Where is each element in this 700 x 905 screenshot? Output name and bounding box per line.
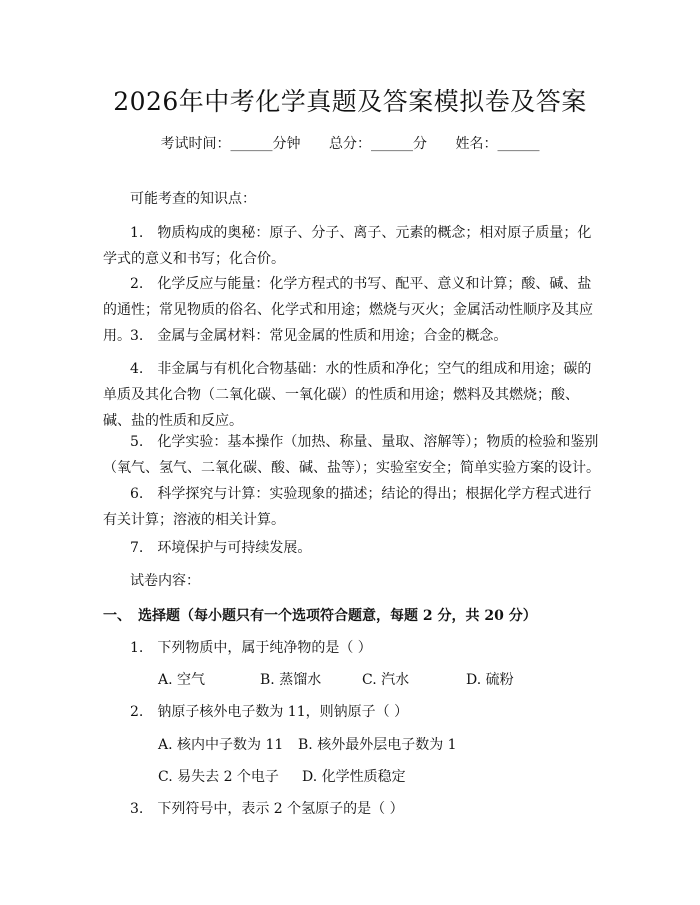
knowledge-point-5: 5. 化学实验：基本操作（加热、称量、量取、溶解等）；物质的检验和鉴别（氧气、氢气、二氧化碳、酸、碱、盐等）；实验室安全；简单实验方案的设计。 [103,434,600,476]
question-1-option-c: C. 汽水 [362,672,410,688]
question-1: 1. 下列物质中，属于纯净物的是（ ） [130,640,372,656]
exam-total-score: 总分：______分 [329,136,427,152]
section-1-heading: 一、 选择题（每小题只有一个选项符合题意，每题 2 分，共 20 分） [103,608,537,624]
page-title: 2026年中考化学真题及答案模拟卷及答案 [113,87,587,116]
knowledge-point-6: 6. 科学探究与计算：实验现象的描述；结论的得出；根据化学方程式进行有关计算；溶液的相关计算。 [103,486,592,528]
exam-meta [0,133,700,153]
question-2: 2. 钠原子核外电子数为 11，则钠原子（ ） [130,704,409,720]
knowledge-point-7: 7. 环境保护与可持续发展。 [130,540,312,556]
knowledge-point-4: 4. 非金属与有机化合物基础：水的性质和净化；空气的组成和用途；碳的单质及其化合物（二氧化碳、一氧化碳）的性质和用途；燃料及其燃烧；酸、碱、盐的性质和反应。 [103,361,592,429]
knowledge-point-1: 1. 物质构成的奥秘：原子、分子、离子、元素的概念；相对原子质量；化学式的意义和书写；化合价。 [103,225,592,267]
knowledge-point-2: 2. 化学反应与能量：化学方程式的书写、配平、意义和计算；酸、碱、盐的通性；常见物质的俗名、化学式和用途；燃烧与灭火；金属活动性顺序及其应用。 [103,276,593,344]
question-1-option-b: B. 蒸馏水 [260,672,322,688]
question-1-option-a: A. 空气 [158,672,206,688]
knowledge-point-3: 3. 金属与金属材料：常见金属的性质和用途；合金的概念。 [130,328,508,344]
question-3: 3. 下列符号中，表示 2 个氢原子的是（ ） [130,801,404,817]
content-heading: 试卷内容： [130,573,200,589]
knowledge-heading: 可能考查的知识点： [130,191,256,207]
student-name: 姓名：______ [455,136,540,152]
question-2-option-d: D. 化学性质稳定 [302,769,406,785]
exam-time: 考试时间：______分钟 [160,136,301,152]
question-2-option-a: A. 核内中子数为 11 [158,737,284,753]
question-1-option-d: D. 硫粉 [466,672,514,688]
question-2-option-b: B. 核外最外层电子数为 1 [298,737,457,753]
question-2-option-c: C. 易失去 2 个电子 [158,769,279,785]
